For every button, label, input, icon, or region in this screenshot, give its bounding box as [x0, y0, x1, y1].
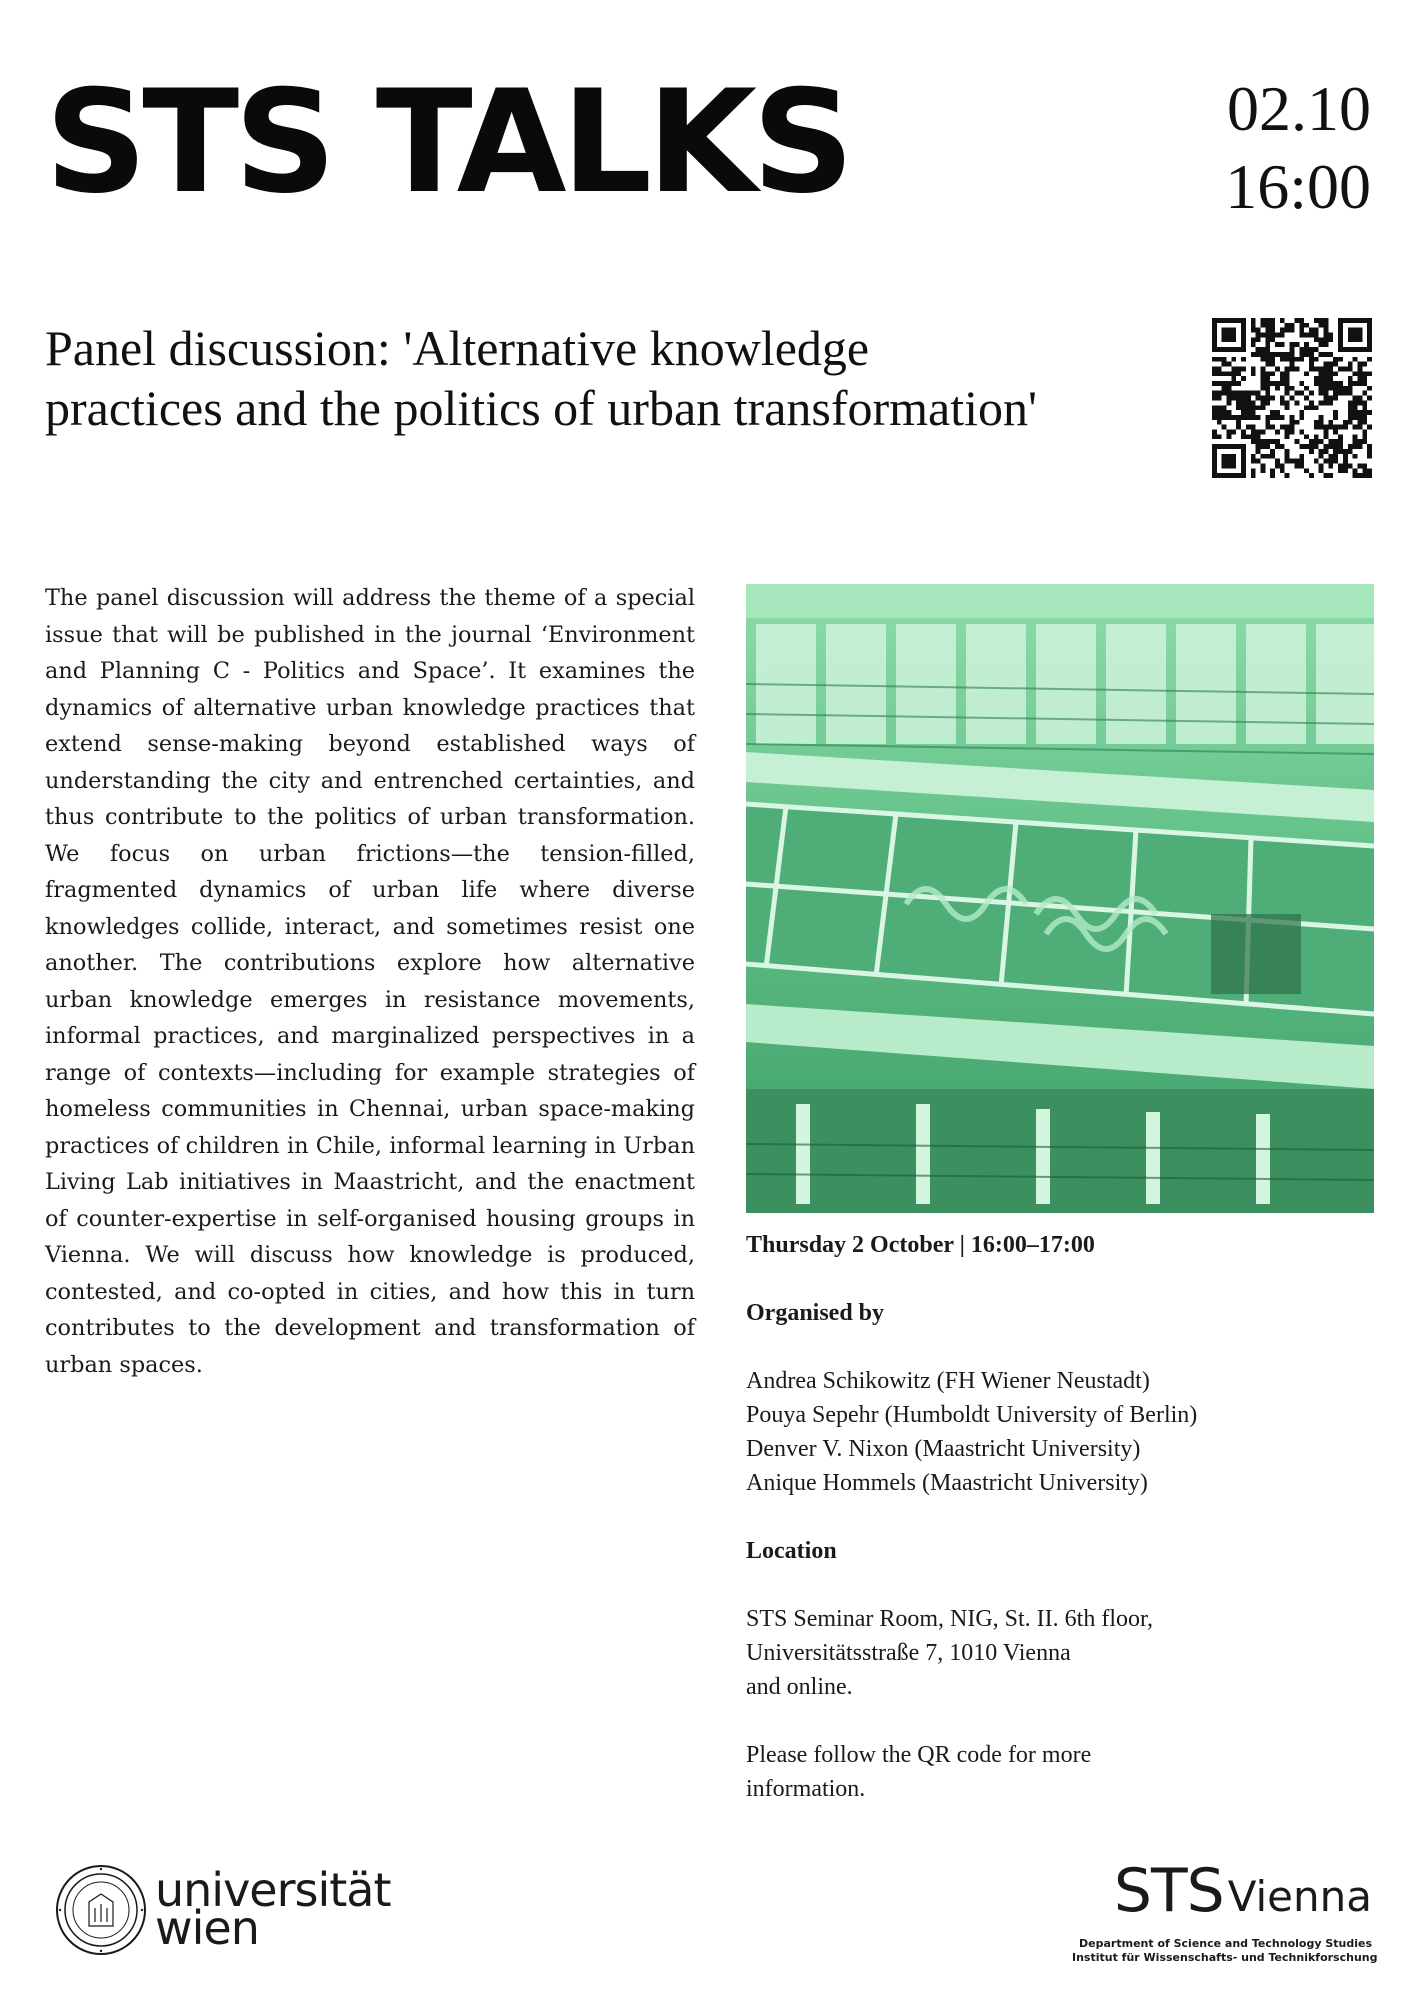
organiser-item: Andrea Schikowitz (FH Wiener Neustadt) [746, 1368, 1150, 1394]
event-date-time [1225, 70, 1371, 226]
event-date: 02.10 [1227, 73, 1371, 144]
sts-vienna-logo [1072, 1856, 1378, 1970]
location-line: STS Seminar Room, NIG, St. II. 6th floor, [746, 1606, 1154, 1632]
organiser-item: Denver V. Nixon (Maastricht University) [746, 1436, 1141, 1462]
event-info [746, 1228, 1386, 1806]
talk-headline: Panel discussion: 'Alternative knowledge practices and the politics of urban transformation' [45, 320, 1038, 436]
qr-code-icon[interactable] [1212, 318, 1372, 478]
organiser-item: Anique Hommels (Maastricht University) [746, 1470, 1148, 1496]
university-name-line1: universität [155, 1863, 391, 1917]
sts-logo-big: STS [1113, 1856, 1224, 1926]
event-time: 16:00 [1225, 151, 1371, 222]
server-racks-photo [746, 584, 1374, 1213]
university-name-line2: wien [155, 1901, 259, 1955]
event-series-title: STS TALKS [45, 60, 850, 225]
location-line: and online. [746, 1674, 853, 1700]
sts-department-en: Department of Science and Technology Studies [1079, 1937, 1372, 1950]
university-seal-icon [55, 1864, 147, 1956]
organiser-item: Pouya Sepehr (Humboldt University of Berlin) [746, 1402, 1198, 1428]
event-when: Thursday 2 October | 16:00–17:00 [746, 1232, 1095, 1258]
qr-note-line: information. [746, 1776, 866, 1802]
sts-department-de: Institut für Wissenschafts- und Technikforschung [1072, 1951, 1378, 1964]
location-line: Universitätsstraße 7, 1010 Vienna [746, 1640, 1071, 1666]
university-of-vienna-logo [55, 1862, 395, 1962]
location-heading: Location [746, 1538, 837, 1564]
organised-heading: Organised by [746, 1300, 885, 1326]
qr-note-line: Please follow the QR code for more [746, 1742, 1092, 1768]
talk-description: The panel discussion will address the theme of a special issue that will be published in the journal ‘Environment and Planning C - Politics and Space’. It examines the dynamics of alternative urban knowledge practices that extend sense-making beyond established ways of understanding the city and entrenched certainties, and thus contribute to the politics of urban transformation. We focus on urban frictions—the tension-filled, fragmented dynamics of urban life where diverse knowledges collide, interact, and sometimes resist one another. The contributions explore how alternative urban knowledge emerges in resistance movements, informal practices, and marginalized perspectives in a range of contexts—including for example strategies of homeless communities in Chennai, urban space-making practices of children in Chile, informal learning in Urban Living Lab initiatives in Maastricht, and the enactment of counter-expertise in self-organised housing groups in Vienna. We will discuss how knowledge is produced, contested, and co-opted in cities, and how this in turn contributes to the development and transformation of urban spaces. [45, 585, 695, 1378]
sts-logo-small: Vienna [1227, 1872, 1372, 1921]
